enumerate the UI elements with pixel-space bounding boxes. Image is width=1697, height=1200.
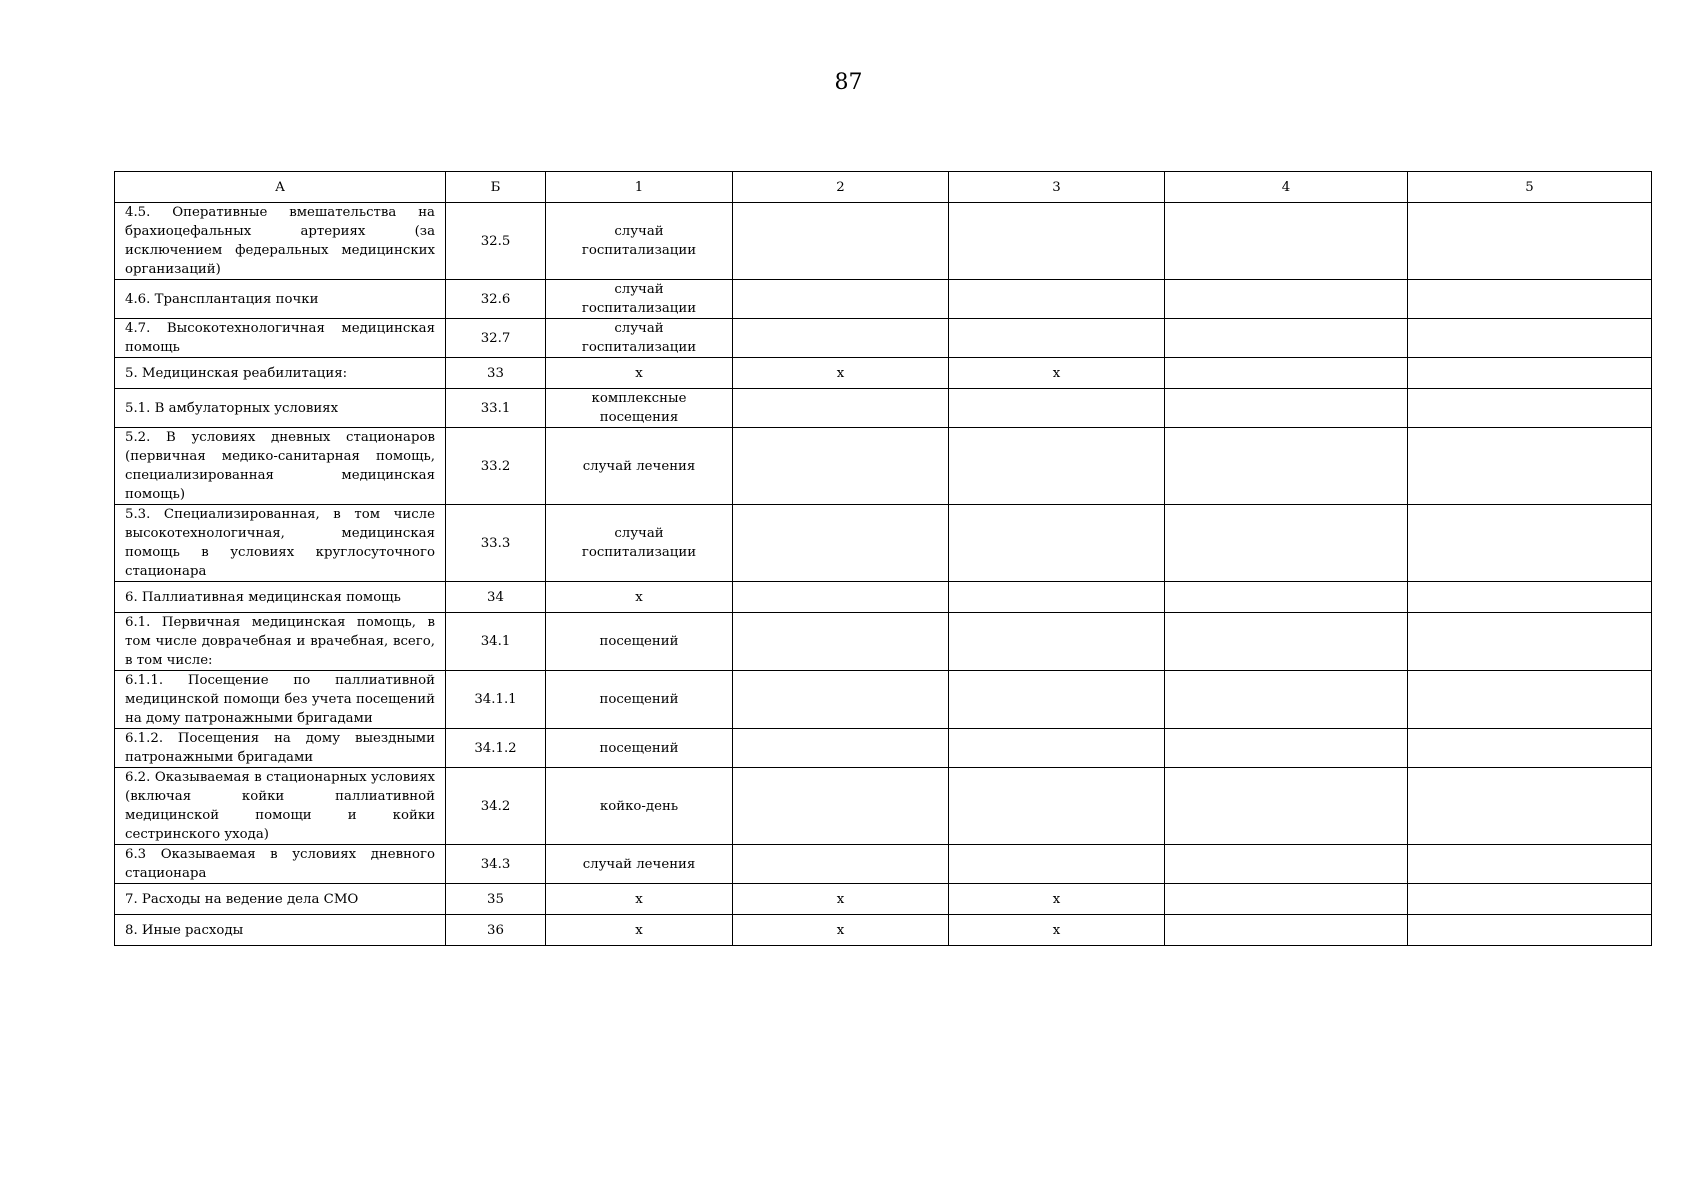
table-cell-a: 8. Иные расходы [115, 915, 446, 946]
table-cell-c4 [1165, 884, 1408, 915]
table-row [115, 613, 1652, 671]
header-cell-5: 5 [1408, 172, 1652, 203]
table-row [115, 389, 1652, 428]
table-cell-b: 34 [446, 582, 546, 613]
table-cell-a: 6.2. Оказываемая в стационарных условиях (включая койки паллиативной медицинской помощи и койки сестринского ухода) [115, 768, 446, 845]
table-cell-c2 [733, 389, 949, 428]
table-cell-b: 34.3 [446, 845, 546, 884]
table-cell-c2: х [733, 915, 949, 946]
table-body [115, 203, 1652, 946]
table-cell-c4 [1165, 280, 1408, 319]
table-cell-c4 [1165, 613, 1408, 671]
table-cell-c1: х [546, 582, 733, 613]
table-cell-b: 36 [446, 915, 546, 946]
table-row [115, 671, 1652, 729]
table-cell-c3: х [949, 915, 1165, 946]
header-cell-a: А [115, 172, 446, 203]
table-cell-c4 [1165, 768, 1408, 845]
table-cell-c1: случай госпитализации [546, 280, 733, 319]
table-cell-a: 5.3. Специализированная, в том числе высокотехнологичная, медицинская помощь в условиях круглосуточного стационара [115, 505, 446, 582]
table-header-row [115, 172, 1652, 203]
table-cell-c2 [733, 768, 949, 845]
table-cell-c2 [733, 582, 949, 613]
table-cell-c4 [1165, 428, 1408, 505]
table-cell-c3 [949, 613, 1165, 671]
table-cell-c2 [733, 613, 949, 671]
header-cell-3: 3 [949, 172, 1165, 203]
table-cell-c2 [733, 845, 949, 884]
table-cell-c5 [1408, 358, 1652, 389]
table-cell-c2 [733, 280, 949, 319]
table-row [115, 915, 1652, 946]
table-cell-a: 4.6. Трансплантация почки [115, 280, 446, 319]
table-cell-c2 [733, 671, 949, 729]
table-cell-b: 33.1 [446, 389, 546, 428]
table-cell-c5 [1408, 884, 1652, 915]
table-cell-c2 [733, 428, 949, 505]
table-cell-b: 33.2 [446, 428, 546, 505]
table-cell-c1: случай госпитализации [546, 319, 733, 358]
table-cell-a: 4.7. Высокотехнологичная медицинская помощь [115, 319, 446, 358]
table-cell-c5 [1408, 389, 1652, 428]
table-cell-a: 6.3 Оказываемая в условиях дневного стационара [115, 845, 446, 884]
table-row [115, 358, 1652, 389]
table-cell-a: 6.1. Первичная медицинская помощь, в том числе доврачебная и врачебная, всего, в том числе: [115, 613, 446, 671]
table-row [115, 845, 1652, 884]
table-cell-c3 [949, 845, 1165, 884]
table-cell-c5 [1408, 582, 1652, 613]
table-cell-c1: случай госпитализации [546, 203, 733, 280]
table-cell-c3 [949, 671, 1165, 729]
table-cell-c2 [733, 319, 949, 358]
table-row [115, 505, 1652, 582]
table-row [115, 729, 1652, 768]
table-row [115, 319, 1652, 358]
table-row [115, 203, 1652, 280]
table-cell-b: 32.7 [446, 319, 546, 358]
table-row [115, 582, 1652, 613]
table-cell-c4 [1165, 915, 1408, 946]
table-cell-c1: х [546, 884, 733, 915]
table-cell-c1: случай лечения [546, 845, 733, 884]
header-cell-4: 4 [1165, 172, 1408, 203]
table-cell-c2: х [733, 884, 949, 915]
table-cell-c4 [1165, 389, 1408, 428]
table-cell-c5 [1408, 319, 1652, 358]
table-cell-b: 33.3 [446, 505, 546, 582]
table-cell-c5 [1408, 729, 1652, 768]
table-cell-c2 [733, 729, 949, 768]
table-cell-b: 34.1.2 [446, 729, 546, 768]
table-cell-c4 [1165, 203, 1408, 280]
table-cell-c4 [1165, 582, 1408, 613]
table-cell-b: 32.6 [446, 280, 546, 319]
table-cell-c1: койко-день [546, 768, 733, 845]
table-cell-c3: х [949, 358, 1165, 389]
table-cell-c3 [949, 428, 1165, 505]
table-cell-c4 [1165, 845, 1408, 884]
table-cell-c1: случай лечения [546, 428, 733, 505]
table-cell-c4 [1165, 358, 1408, 389]
table-cell-c3 [949, 729, 1165, 768]
table-cell-c5 [1408, 613, 1652, 671]
table-cell-c3 [949, 319, 1165, 358]
table-cell-c4 [1165, 319, 1408, 358]
table-cell-a: 6.1.2. Посещения на дому выездными патронажными бригадами [115, 729, 446, 768]
table-cell-c2 [733, 505, 949, 582]
table-cell-c4 [1165, 505, 1408, 582]
table-cell-a: 5. Медицинская реабилитация: [115, 358, 446, 389]
page-number: 87 [834, 70, 863, 95]
table-cell-c3: х [949, 884, 1165, 915]
table-cell-c3 [949, 280, 1165, 319]
table-cell-b: 34.1 [446, 613, 546, 671]
table-cell-c4 [1165, 729, 1408, 768]
report-table [114, 171, 1652, 946]
table-cell-a: 6. Паллиативная медицинская помощь [115, 582, 446, 613]
table-cell-b: 35 [446, 884, 546, 915]
table-cell-c2 [733, 203, 949, 280]
table-cell-c3 [949, 582, 1165, 613]
table-cell-c1: х [546, 915, 733, 946]
table-cell-c4 [1165, 671, 1408, 729]
header-cell-b: Б [446, 172, 546, 203]
table-cell-c1: посещений [546, 671, 733, 729]
table-cell-c3 [949, 505, 1165, 582]
table-row [115, 280, 1652, 319]
table-cell-c5 [1408, 203, 1652, 280]
table-cell-b: 32.5 [446, 203, 546, 280]
table-cell-a: 6.1.1. Посещение по паллиативной медицинской помощи без учета посещений на дому патронажными бригадами [115, 671, 446, 729]
table-cell-c1: посещений [546, 729, 733, 768]
table-cell-b: 34.1.1 [446, 671, 546, 729]
table-cell-c3 [949, 768, 1165, 845]
table-cell-c1: х [546, 358, 733, 389]
table-cell-c2: х [733, 358, 949, 389]
table-row [115, 768, 1652, 845]
header-cell-1: 1 [546, 172, 733, 203]
table-cell-c5 [1408, 915, 1652, 946]
table-cell-c1: случай госпитализации [546, 505, 733, 582]
table-cell-c1: посещений [546, 613, 733, 671]
table-cell-c5 [1408, 845, 1652, 884]
table-cell-a: 4.5. Оперативные вмешательства на брахиоцефальных артериях (за исключением федеральных медицинских организаций) [115, 203, 446, 280]
table-cell-a: 5.1. В амбулаторных условиях [115, 389, 446, 428]
table-cell-c3 [949, 389, 1165, 428]
table-cell-c5 [1408, 280, 1652, 319]
table-cell-c5 [1408, 505, 1652, 582]
table-cell-c5 [1408, 428, 1652, 505]
table-row [115, 884, 1652, 915]
table-cell-a: 7. Расходы на ведение дела СМО [115, 884, 446, 915]
table-cell-c5 [1408, 671, 1652, 729]
header-cell-2: 2 [733, 172, 949, 203]
table-cell-b: 34.2 [446, 768, 546, 845]
table-cell-c1: комплексные посещения [546, 389, 733, 428]
table-cell-a: 5.2. В условиях дневных стационаров (первичная медико-санитарная помощь, специализированная медицинская помощь) [115, 428, 446, 505]
table-cell-c3 [949, 203, 1165, 280]
table-row [115, 428, 1652, 505]
table-cell-c5 [1408, 768, 1652, 845]
table-cell-b: 33 [446, 358, 546, 389]
